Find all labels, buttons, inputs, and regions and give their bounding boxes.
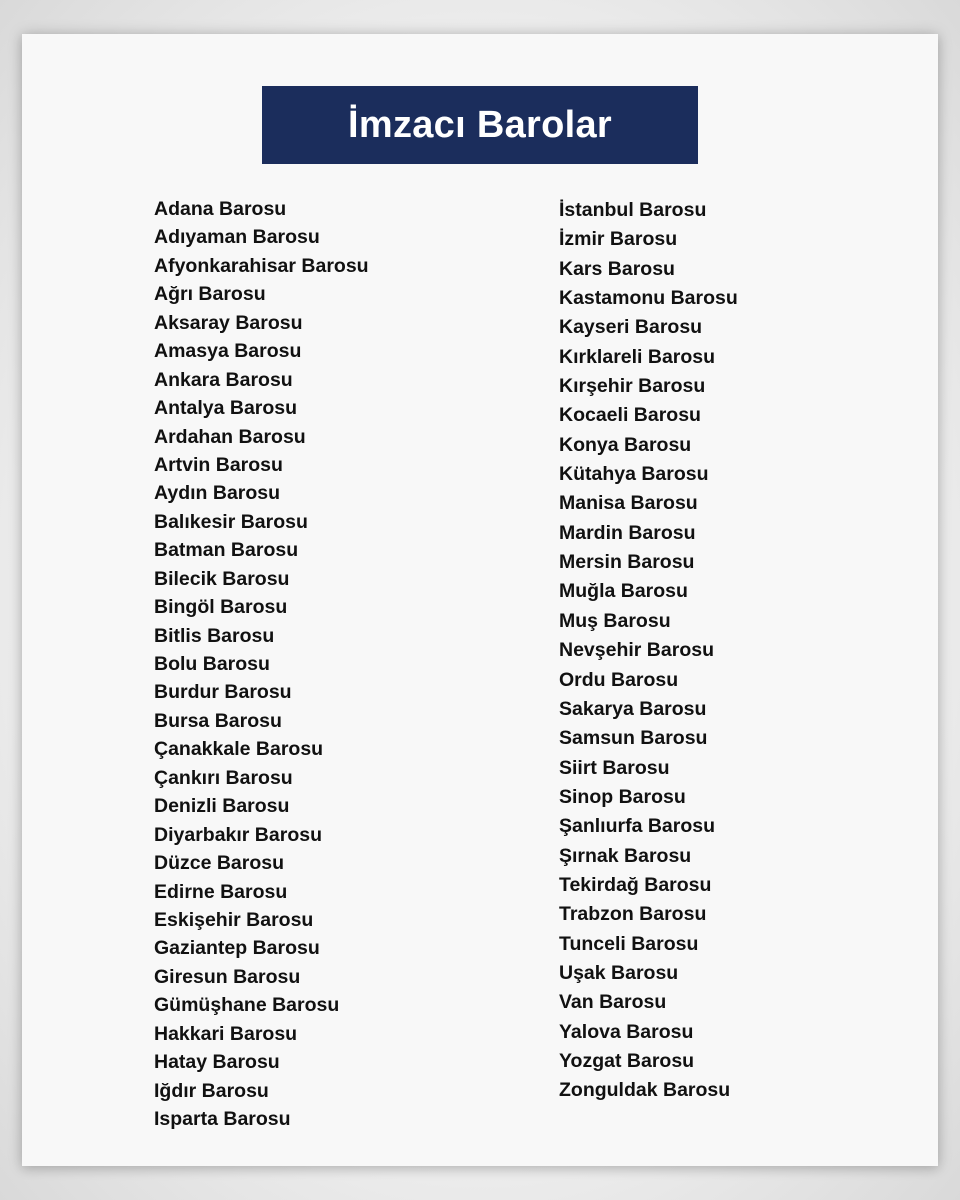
bar-association-item: Uşak Barosu: [559, 961, 679, 984]
bar-association-item: Nevşehir Barosu: [559, 639, 714, 662]
bar-association-item: Adıyaman Barosu: [154, 226, 320, 249]
bar-association-item: Kocaeli Barosu: [559, 404, 701, 427]
bar-association-item: Isparta Barosu: [154, 1108, 291, 1130]
bar-association-item: Gaziantep Barosu: [154, 937, 320, 960]
bar-association-item: Mersin Barosu: [559, 551, 695, 574]
bar-association-item: Amasya Barosu: [154, 340, 302, 363]
bar-list-right-column: [559, 196, 738, 1106]
bar-association-item: Aydın Barosu: [154, 482, 281, 505]
bar-association-item: Mardin Barosu: [559, 521, 696, 544]
bar-association-item: Ardahan Barosu: [154, 425, 306, 448]
bar-association-item: Sinop Barosu: [559, 785, 686, 808]
bar-association-item: Manisa Barosu: [559, 492, 698, 515]
bar-association-item: Antalya Barosu: [154, 397, 298, 420]
bar-association-item: Kastamonu Barosu: [559, 287, 738, 310]
bar-association-item: Kars Barosu: [559, 257, 675, 280]
bar-association-item: Muş Barosu: [559, 609, 671, 632]
bar-association-item: Bursa Barosu: [154, 709, 282, 732]
bar-association-item: İzmir Barosu: [559, 228, 678, 251]
bar-association-item: Artvin Barosu: [154, 453, 283, 476]
bar-association-item: Şanlıurfa Barosu: [559, 815, 716, 838]
bar-association-item: Aksaray Barosu: [154, 311, 303, 334]
bar-list-left-column: [154, 195, 369, 1133]
bar-association-item: Kırklareli Barosu: [559, 345, 716, 368]
bar-association-item: Bolu Barosu: [154, 653, 270, 675]
bar-association-item: Trabzon Barosu: [559, 903, 707, 926]
bar-association-item: Samsun Barosu: [559, 727, 708, 750]
bar-association-item: Çanakkale Barosu: [154, 738, 324, 761]
bar-association-item: Eskişehir Barosu: [154, 908, 314, 931]
bar-association-item: Afyonkarahisar Barosu: [154, 254, 369, 277]
bar-association-item: Tunceli Barosu: [559, 932, 699, 955]
bar-association-item: Hakkari Barosu: [154, 1022, 298, 1045]
bar-association-item: Ordu Barosu: [559, 668, 679, 691]
bar-association-item: Şırnak Barosu: [559, 844, 692, 867]
bar-association-item: İstanbul Barosu: [559, 199, 707, 221]
bar-association-item: Adana Barosu: [154, 198, 287, 220]
bar-association-item: Muğla Barosu: [559, 580, 688, 603]
bar-association-item: Bingöl Barosu: [154, 596, 288, 619]
bar-association-item: Zonguldak Barosu: [559, 1079, 731, 1102]
bar-association-item: Balıkesir Barosu: [154, 510, 308, 533]
bar-association-item: Van Barosu: [559, 991, 667, 1014]
bar-association-item: Çankırı Barosu: [154, 766, 293, 789]
bar-association-item: Hatay Barosu: [154, 1051, 280, 1074]
bar-association-item: Sakarya Barosu: [559, 697, 707, 720]
bar-association-item: Burdur Barosu: [154, 681, 292, 704]
page-title: İmzacı Barolar: [348, 103, 612, 146]
bar-association-item: Kayseri Barosu: [559, 316, 703, 339]
bar-association-item: Diyarbakır Barosu: [154, 823, 322, 846]
title-banner: [262, 86, 698, 164]
bar-association-item: Tekirdağ Barosu: [559, 873, 712, 896]
bar-association-item: Konya Barosu: [559, 433, 692, 456]
bar-association-item: Düzce Barosu: [154, 852, 285, 875]
bar-association-item: Gümüşhane Barosu: [154, 994, 340, 1017]
bar-association-item: Kütahya Barosu: [559, 463, 709, 486]
bar-association-item: Bilecik Barosu: [154, 567, 290, 590]
bar-association-item: Yozgat Barosu: [559, 1049, 695, 1072]
bar-association-item: Bitlis Barosu: [154, 624, 275, 647]
bar-association-item: Ağrı Barosu: [154, 283, 266, 306]
bar-association-item: Denizli Barosu: [154, 795, 290, 818]
bar-association-item: Siirt Barosu: [559, 756, 670, 779]
bar-association-item: Yalova Barosu: [559, 1020, 694, 1043]
bar-association-item: Edirne Barosu: [154, 880, 288, 903]
bar-association-item: Giresun Barosu: [154, 965, 301, 988]
bar-association-item: Iğdır Barosu: [154, 1079, 269, 1102]
bar-association-item: Ankara Barosu: [154, 368, 293, 391]
bar-association-item: Batman Barosu: [154, 539, 299, 562]
bar-association-item: Kırşehir Barosu: [559, 375, 706, 398]
